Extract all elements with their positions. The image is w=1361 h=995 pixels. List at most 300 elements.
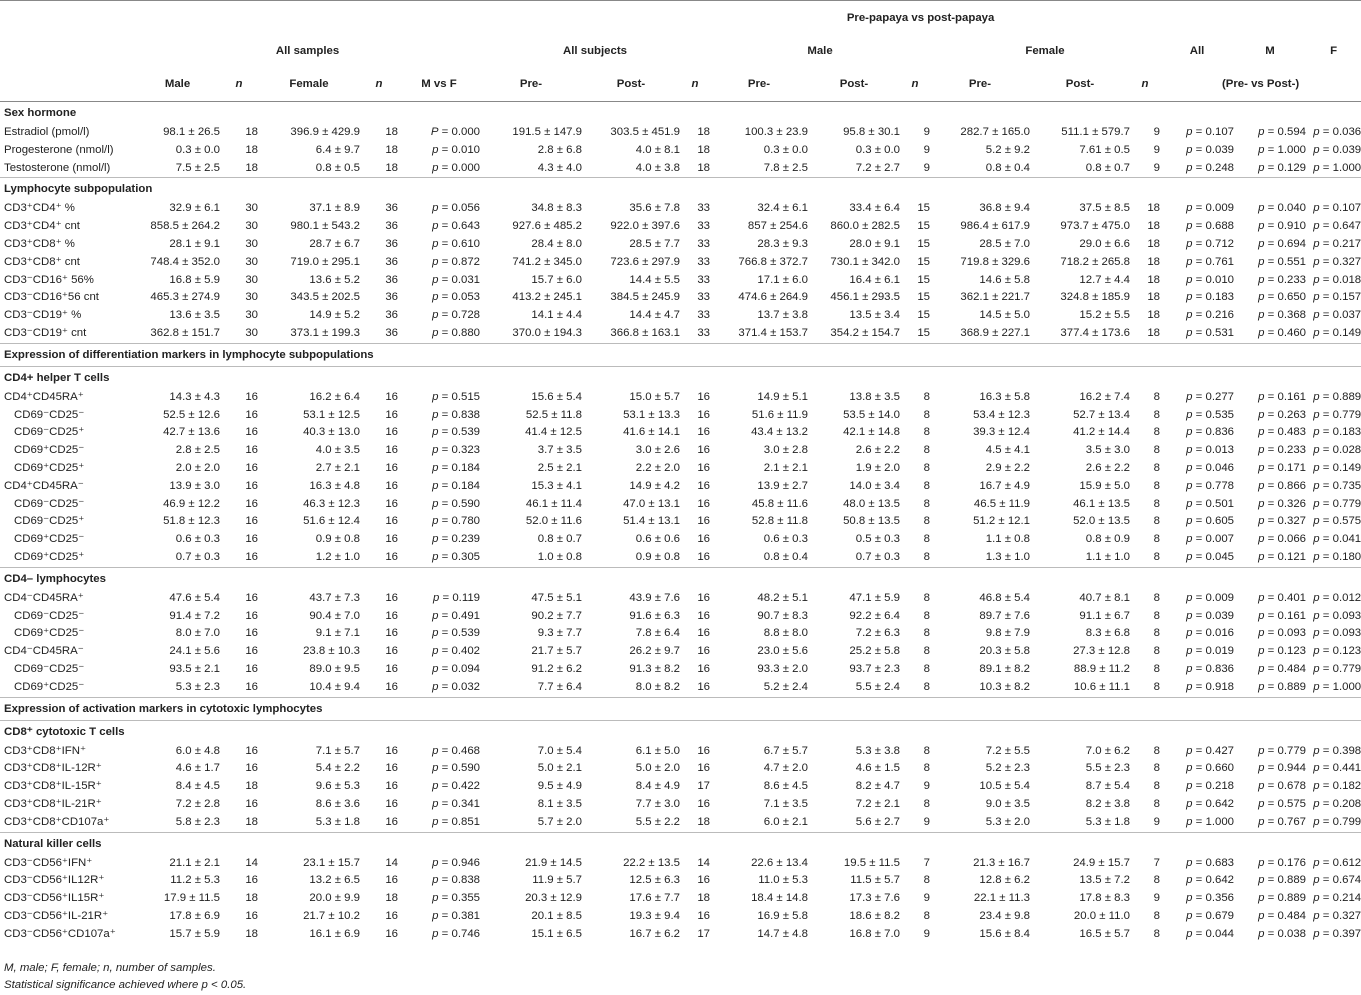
table-cell: 16 <box>245 461 258 474</box>
table-cell: 17.3 ± 7.6 <box>849 892 900 905</box>
table-cell: p = 0.779 <box>1313 408 1361 421</box>
row-label: CD3⁺CD8⁺IL-15R⁺ <box>4 780 102 793</box>
table-cell: 8 <box>923 591 930 604</box>
table-cell: 15.0 ± 5.7 <box>629 390 680 403</box>
section-title: Expression of activation markers in cytotoxic lymphocytes <box>0 697 1361 720</box>
table-cell: p = 0.575 <box>1313 515 1361 528</box>
table-cell: 47.0 ± 13.1 <box>623 497 680 510</box>
table-row <box>0 908 1361 926</box>
table-cell: 15.2 ± 5.5 <box>1079 309 1130 322</box>
table-cell: 36 <box>385 220 398 233</box>
table-cell: 0.9 ± 0.8 <box>635 550 680 563</box>
table-cell: 33 <box>697 255 710 268</box>
table-cell: 36 <box>385 202 398 215</box>
table-row <box>0 531 1361 549</box>
table-cell: 15 <box>917 309 930 322</box>
table-cell: 22.6 ± 13.4 <box>751 856 808 869</box>
table-cell: p = 0.889 <box>1313 390 1361 403</box>
table-cell: p = 0.053 <box>432 291 480 304</box>
table-cell: 50.8 ± 13.5 <box>843 515 900 528</box>
header-female-group: Female <box>1025 45 1065 57</box>
table-cell: 18 <box>385 161 398 174</box>
table-cell: 7.7 ± 3.0 <box>635 797 680 810</box>
table-cell: p = 0.780 <box>432 515 480 528</box>
table-cell: 2.6 ± 2.2 <box>855 444 900 457</box>
table-cell: 36 <box>385 237 398 250</box>
table-cell: 51.6 ± 12.4 <box>303 515 360 528</box>
table-cell: 43.9 ± 7.6 <box>629 591 680 604</box>
col-post: Post- <box>1065 78 1095 90</box>
table-cell: 7.5 ± 2.5 <box>175 161 220 174</box>
table-cell: 18 <box>385 126 398 138</box>
table-cell: 0.3 ± 0.0 <box>763 143 808 156</box>
row-label: Estradiol (pmol/l) <box>4 126 90 138</box>
col-n: n <box>235 78 243 90</box>
table-cell: 20.0 ± 11.0 <box>1073 909 1130 922</box>
table-cell: 7.7 ± 6.4 <box>537 680 582 693</box>
table-cell: 282.7 ± 165.0 <box>960 126 1030 138</box>
table-cell: p = 0.326 <box>1258 497 1306 510</box>
table-cell: 0.6 ± 0.3 <box>175 533 220 546</box>
table-cell: 2.1 ± 2.1 <box>763 461 808 474</box>
table-cell: 9 <box>1153 143 1160 156</box>
section-header <box>0 343 1361 366</box>
table-cell: p = 0.368 <box>1258 309 1306 322</box>
table-cell: 0.3 ± 0.0 <box>855 143 900 156</box>
table-cell: 91.3 ± 8.2 <box>629 662 680 675</box>
table-cell: 18 <box>697 143 710 156</box>
table-cell: 13.6 ± 5.2 <box>309 273 360 286</box>
table-cell: 8.0 ± 7.0 <box>175 627 220 640</box>
table-cell: 42.1 ± 14.8 <box>843 426 900 439</box>
table-cell: P = 0.000 <box>430 126 480 138</box>
table-cell: p = 0.217 <box>1313 237 1361 250</box>
table-cell: p = 0.009 <box>1186 591 1234 604</box>
table-row <box>0 661 1361 679</box>
table-cell: 0.8 ± 0.7 <box>1085 161 1130 174</box>
table-cell: 11.5 ± 5.7 <box>850 874 900 887</box>
table-cell: 4.0 ± 3.5 <box>315 444 360 457</box>
table-cell: p = 0.018 <box>1313 273 1361 286</box>
table-cell: 8 <box>923 444 930 457</box>
table-cell: 88.9 ± 11.2 <box>1073 662 1130 675</box>
row-label: CD69⁺CD25⁺ <box>14 461 85 474</box>
table-cell: p = 0.468 <box>432 744 480 757</box>
table-cell: 9 <box>923 126 930 138</box>
table-cell: 37.1 ± 8.9 <box>309 202 360 215</box>
table-cell: p = 0.208 <box>1313 797 1361 810</box>
table-cell: 16 <box>385 408 398 421</box>
table-cell: 45.8 ± 11.6 <box>751 497 808 510</box>
table-cell: 973.7 ± 475.0 <box>1060 220 1130 233</box>
table-cell: 8 <box>923 909 930 922</box>
table-cell: 47.1 ± 5.9 <box>849 591 900 604</box>
table-cell: 93.3 ± 2.0 <box>757 662 808 675</box>
table-cell: p = 0.880 <box>432 326 480 339</box>
table-cell: p = 0.647 <box>1313 220 1361 233</box>
table-cell: 465.3 ± 274.9 <box>150 291 220 304</box>
row-label: CD69⁻CD25⁻ <box>14 609 85 622</box>
table-cell: 8 <box>1153 909 1160 922</box>
table-cell: 16 <box>385 927 398 940</box>
table-cell: p = 0.013 <box>1186 444 1234 457</box>
col-post: Post- <box>616 78 646 90</box>
table-cell: 0.6 ± 0.6 <box>635 533 680 546</box>
table-cell: p = 0.233 <box>1258 444 1306 457</box>
table-cell: 14.0 ± 3.4 <box>849 479 900 492</box>
table-row <box>0 289 1361 307</box>
table-cell: 16 <box>245 909 258 922</box>
table-cell: p = 0.694 <box>1258 237 1306 250</box>
table-cell: 16.3 ± 5.8 <box>979 390 1030 403</box>
table-row <box>0 643 1361 661</box>
table-cell: 4.6 ± 1.7 <box>175 762 220 775</box>
table-cell: 9.3 ± 7.7 <box>537 627 582 640</box>
table-cell: 18 <box>1147 237 1160 250</box>
table-cell: p = 0.590 <box>432 497 480 510</box>
table-cell: 15.7 ± 5.9 <box>169 927 220 940</box>
table-row <box>0 549 1361 567</box>
table-cell: 30 <box>245 326 258 339</box>
table-body <box>0 102 1361 944</box>
table-cell: 1.2 ± 1.0 <box>315 550 360 563</box>
table-cell: 16 <box>385 680 398 693</box>
table-row <box>0 218 1361 236</box>
table-cell: 14.9 ± 4.2 <box>629 479 680 492</box>
table-cell: 5.0 ± 2.0 <box>635 762 680 775</box>
table-cell: p = 0.612 <box>1313 856 1361 869</box>
table-cell: 0.3 ± 0.0 <box>175 143 220 156</box>
table-cell: 16.3 ± 4.8 <box>309 479 360 492</box>
table-cell: p = 0.045 <box>1186 550 1234 563</box>
table-cell: 324.8 ± 185.9 <box>1060 291 1130 304</box>
table-cell: 2.5 ± 2.1 <box>537 461 582 474</box>
table-cell: 16 <box>245 797 258 810</box>
table-cell: 1.9 ± 2.0 <box>855 461 900 474</box>
table-cell: p = 0.218 <box>1186 780 1234 793</box>
table-cell: 33 <box>697 237 710 250</box>
table-cell: 16 <box>245 497 258 510</box>
table-cell: p = 0.889 <box>1258 874 1306 887</box>
table-cell: p = 0.123 <box>1258 645 1306 658</box>
table-cell: p = 0.263 <box>1258 408 1306 421</box>
table-cell: 366.8 ± 163.1 <box>610 326 680 339</box>
table-row <box>0 778 1361 796</box>
table-cell: 0.9 ± 0.8 <box>315 533 360 546</box>
table-cell: p = 0.180 <box>1313 550 1361 563</box>
table-cell: 16 <box>697 909 710 922</box>
section-title: CD4– lymphocytes <box>0 567 1361 590</box>
section-title: Expression of differentiation markers in lymphocyte subpopulations <box>0 343 1361 366</box>
table-cell: 16 <box>697 744 710 757</box>
table-cell: 0.7 ± 0.3 <box>175 550 220 563</box>
table-row <box>0 200 1361 218</box>
table-cell: 52.5 ± 11.8 <box>525 408 582 421</box>
table-cell: 16 <box>385 609 398 622</box>
table-cell: 16 <box>385 797 398 810</box>
table-cell: 719.0 ± 295.1 <box>290 255 360 268</box>
table-cell: 723.6 ± 297.9 <box>610 255 680 268</box>
table-cell: 17 <box>697 780 710 793</box>
table-cell: 7.0 ± 5.4 <box>537 744 582 757</box>
col-pre: Pre- <box>968 78 992 90</box>
table-cell: 16 <box>385 744 398 757</box>
table-cell: 16 <box>385 627 398 640</box>
table-cell: p = 0.341 <box>432 797 480 810</box>
section-header <box>0 697 1361 720</box>
table-row <box>0 272 1361 290</box>
table-cell: 41.6 ± 14.1 <box>623 426 680 439</box>
table-cell: 9.1 ± 7.1 <box>315 627 360 640</box>
table-cell: p = 0.149 <box>1313 326 1361 339</box>
row-label: CD69⁺CD25⁺ <box>14 550 85 563</box>
table-cell: 18 <box>1147 255 1160 268</box>
table-cell: 6.4 ± 9.7 <box>315 143 360 156</box>
table-cell: 5.6 ± 2.7 <box>855 815 900 828</box>
table-cell: p = 0.422 <box>432 780 480 793</box>
table-cell: 12.5 ± 6.3 <box>629 874 680 887</box>
row-label: CD4⁺CD45RA⁺ <box>4 390 84 403</box>
table-cell: 46.5 ± 11.9 <box>973 497 1030 510</box>
table-cell: 7.1 ± 3.5 <box>763 797 808 810</box>
table-cell: p = 0.650 <box>1258 291 1306 304</box>
table-cell: 16.5 ± 5.7 <box>1079 927 1130 940</box>
table-cell: 15.7 ± 6.0 <box>531 273 582 286</box>
table-cell: 4.7 ± 2.0 <box>763 762 808 775</box>
table-cell: 766.8 ± 372.7 <box>738 255 808 268</box>
table-cell: 8 <box>1153 550 1160 563</box>
table-cell: 730.1 ± 342.0 <box>830 255 900 268</box>
table-cell: p = 0.460 <box>1258 326 1306 339</box>
table-cell: 18 <box>1147 220 1160 233</box>
table-cell: 91.6 ± 6.3 <box>629 609 680 622</box>
table-row <box>0 590 1361 608</box>
table-cell: 32.9 ± 6.1 <box>169 202 220 215</box>
table-cell: 1.1 ± 0.8 <box>985 533 1030 546</box>
table-cell: 51.2 ± 12.1 <box>973 515 1030 528</box>
table-cell: 36 <box>385 273 398 286</box>
table-cell: 4.5 ± 4.1 <box>985 444 1030 457</box>
table-cell: p = 0.233 <box>1258 273 1306 286</box>
table-row <box>0 460 1361 478</box>
table-cell: 5.4 ± 2.2 <box>315 762 360 775</box>
table-row <box>0 743 1361 761</box>
table-cell: 4.3 ± 4.0 <box>537 161 582 174</box>
table-cell: 354.2 ± 154.7 <box>830 326 900 339</box>
table-cell: 15 <box>917 220 930 233</box>
table-cell: 17 <box>697 927 710 940</box>
table-cell: p = 0.031 <box>432 273 480 286</box>
table-cell: 16 <box>697 497 710 510</box>
table-cell: p = 0.501 <box>1186 497 1234 510</box>
table-cell: 3.5 ± 3.0 <box>1085 444 1130 457</box>
table-cell: 8.3 ± 6.8 <box>1085 627 1130 640</box>
table-cell: 18 <box>697 126 710 138</box>
table-cell: 6.1 ± 5.0 <box>635 744 680 757</box>
table-cell: 16 <box>385 645 398 658</box>
header-row-1 <box>0 1 1361 36</box>
table-cell: 8.6 ± 3.6 <box>315 797 360 810</box>
table-cell: 8 <box>1153 662 1160 675</box>
table-cell: 95.8 ± 30.1 <box>843 126 900 138</box>
table-cell: 396.9 ± 429.9 <box>290 126 360 138</box>
table-cell: p = 0.397 <box>1313 927 1361 940</box>
table-cell: 33 <box>697 202 710 215</box>
table-cell: 1.0 ± 0.8 <box>537 550 582 563</box>
table-cell: 16 <box>385 497 398 510</box>
table-cell: 52.0 ± 13.5 <box>1073 515 1130 528</box>
table-cell: 15 <box>917 202 930 215</box>
row-label: CD3⁺CD8⁺IL-12R⁺ <box>4 762 102 775</box>
table-cell: 15.6 ± 5.4 <box>531 390 582 403</box>
table-cell: 371.4 ± 153.7 <box>738 326 808 339</box>
table-cell: 16 <box>385 444 398 457</box>
table-cell: 10.5 ± 5.4 <box>979 780 1030 793</box>
table-cell: p = 0.491 <box>432 609 480 622</box>
table-cell: 922.0 ± 397.6 <box>610 220 680 233</box>
table-cell: 36.8 ± 9.4 <box>979 202 1030 215</box>
subsection-header <box>0 366 1361 389</box>
table-cell: 5.2 ± 2.3 <box>985 762 1030 775</box>
table-cell: 9 <box>1153 815 1160 828</box>
table-cell: 9 <box>1153 161 1160 174</box>
table-cell: 0.8 ± 0.5 <box>315 161 360 174</box>
section-title: Natural killer cells <box>0 832 1361 855</box>
table-cell: 13.5 ± 3.4 <box>849 309 900 322</box>
table-row <box>0 496 1361 514</box>
table-cell: 48.2 ± 5.1 <box>757 591 808 604</box>
table-cell: 7 <box>923 856 930 869</box>
table-cell: p = 0.094 <box>432 662 480 675</box>
col-male: Male <box>164 78 191 90</box>
table-cell: 16 <box>697 680 710 693</box>
table-cell: p = 0.946 <box>432 856 480 869</box>
table-cell: 16 <box>245 426 258 439</box>
table-cell: 8.1 ± 3.5 <box>537 797 582 810</box>
table-cell: 8 <box>923 680 930 693</box>
table-cell: 368.9 ± 227.1 <box>960 326 1030 339</box>
table-cell: 8 <box>923 662 930 675</box>
table-cell: p = 0.531 <box>1186 326 1234 339</box>
table-cell: 10.6 ± 11.1 <box>1073 680 1130 693</box>
table-cell: 36 <box>385 255 398 268</box>
col-n: n <box>691 78 699 90</box>
table-cell: 27.3 ± 12.8 <box>1073 645 1130 658</box>
table-cell: 21.7 ± 10.2 <box>303 909 360 922</box>
table-cell: 191.5 ± 147.9 <box>512 126 582 138</box>
row-label: CD3⁺CD8⁺IFN⁺ <box>4 744 86 757</box>
table-cell: 33 <box>697 326 710 339</box>
row-label: CD3⁻CD56⁺IL-21R⁺ <box>4 909 109 922</box>
table-cell: 8 <box>923 874 930 887</box>
table-cell: p = 0.123 <box>1313 645 1361 658</box>
table-cell: p = 0.688 <box>1186 220 1234 233</box>
table-cell: p = 0.590 <box>432 762 480 775</box>
table-cell: 16 <box>245 662 258 675</box>
table-row <box>0 478 1361 496</box>
table-cell: 8 <box>923 390 930 403</box>
table-cell: 12.7 ± 4.4 <box>1079 273 1130 286</box>
table-cell: 100.3 ± 23.9 <box>744 126 808 138</box>
table-cell: 413.2 ± 245.1 <box>512 291 582 304</box>
row-label: CD3⁺CD8⁺ cnt <box>4 255 80 268</box>
table-cell: p = 0.007 <box>1186 533 1234 546</box>
table-cell: 16.1 ± 6.9 <box>309 927 360 940</box>
table-cell: 0.8 ± 0.4 <box>763 550 808 563</box>
table-cell: p = 0.356 <box>1186 892 1234 905</box>
table-cell: 980.1 ± 543.2 <box>290 220 360 233</box>
table-cell: 28.5 ± 7.0 <box>979 237 1030 250</box>
table-cell: 52.0 ± 11.6 <box>525 515 582 528</box>
table-cell: 860.0 ± 282.5 <box>830 220 900 233</box>
table-cell: p = 0.327 <box>1258 515 1306 528</box>
table-cell: 23.4 ± 9.8 <box>979 909 1030 922</box>
table-cell: 18 <box>245 161 258 174</box>
table-cell: 8 <box>923 627 930 640</box>
col-female: Female <box>289 78 329 90</box>
col-n: n <box>1141 78 1149 90</box>
row-label: CD69⁺CD25⁻ <box>14 533 85 546</box>
table-cell: 303.5 ± 451.9 <box>610 126 680 138</box>
table-cell: p = 1.000 <box>1258 143 1306 156</box>
row-label: CD4⁻CD45RA⁺ <box>4 591 84 604</box>
table-cell: 11.2 ± 5.3 <box>170 874 220 887</box>
table-row <box>0 442 1361 460</box>
table-cell: 23.8 ± 10.3 <box>303 645 360 658</box>
row-label: Progesterone (nmol/l) <box>4 143 114 156</box>
col-m-vs-f: M vs F <box>421 78 457 90</box>
table-cell: 8 <box>1153 797 1160 810</box>
table-cell: p = 0.305 <box>432 550 480 563</box>
table-cell: 9 <box>1153 126 1160 138</box>
table-cell: 15.1 ± 6.5 <box>531 927 582 940</box>
table-cell: p = 0.036 <box>1313 126 1361 138</box>
table-cell: 23.1 ± 15.7 <box>303 856 360 869</box>
table-cell: p = 0.838 <box>432 408 480 421</box>
table-cell: 52.7 ± 13.4 <box>1073 408 1130 421</box>
table-cell: 91.4 ± 7.2 <box>169 609 220 622</box>
table-cell: 90.4 ± 7.0 <box>309 609 360 622</box>
table-cell: 43.7 ± 7.3 <box>309 591 360 604</box>
table-cell: 343.5 ± 202.5 <box>290 291 360 304</box>
table-cell: 2.9 ± 2.2 <box>985 461 1030 474</box>
row-label: CD3⁻CD19⁺ % <box>4 309 82 322</box>
table-cell: p = 0.836 <box>1186 662 1234 675</box>
table-row <box>0 325 1361 343</box>
table-cell: p = 0.171 <box>1258 461 1306 474</box>
table-cell: 5.7 ± 2.0 <box>537 815 582 828</box>
table-cell: 9 <box>1153 892 1160 905</box>
table-cell: 46.1 ± 13.5 <box>1073 497 1130 510</box>
table-cell: 5.8 ± 2.3 <box>175 815 220 828</box>
table-cell: 16.2 ± 7.4 <box>1079 390 1130 403</box>
row-label: CD3⁺CD8⁺CD107a⁺ <box>4 815 110 828</box>
table-cell: 16 <box>245 408 258 421</box>
table-cell: p = 0.239 <box>432 533 480 546</box>
table-cell: 719.8 ± 329.6 <box>960 255 1030 268</box>
table-cell: 16 <box>245 627 258 640</box>
table-cell: p = 0.119 <box>433 591 480 604</box>
table-cell: 0.7 ± 0.3 <box>855 550 900 563</box>
table-cell: 8 <box>1153 444 1160 457</box>
table-cell: p = 0.107 <box>1186 126 1234 138</box>
row-label: CD69⁺CD25⁻ <box>14 627 85 640</box>
table-cell: p = 0.427 <box>1186 744 1234 757</box>
table-cell: p = 0.551 <box>1258 255 1306 268</box>
table-cell: 7.2 ± 2.1 <box>855 797 900 810</box>
table-cell: 13.6 ± 3.5 <box>169 309 220 322</box>
table-cell: 4.0 ± 3.8 <box>635 161 680 174</box>
